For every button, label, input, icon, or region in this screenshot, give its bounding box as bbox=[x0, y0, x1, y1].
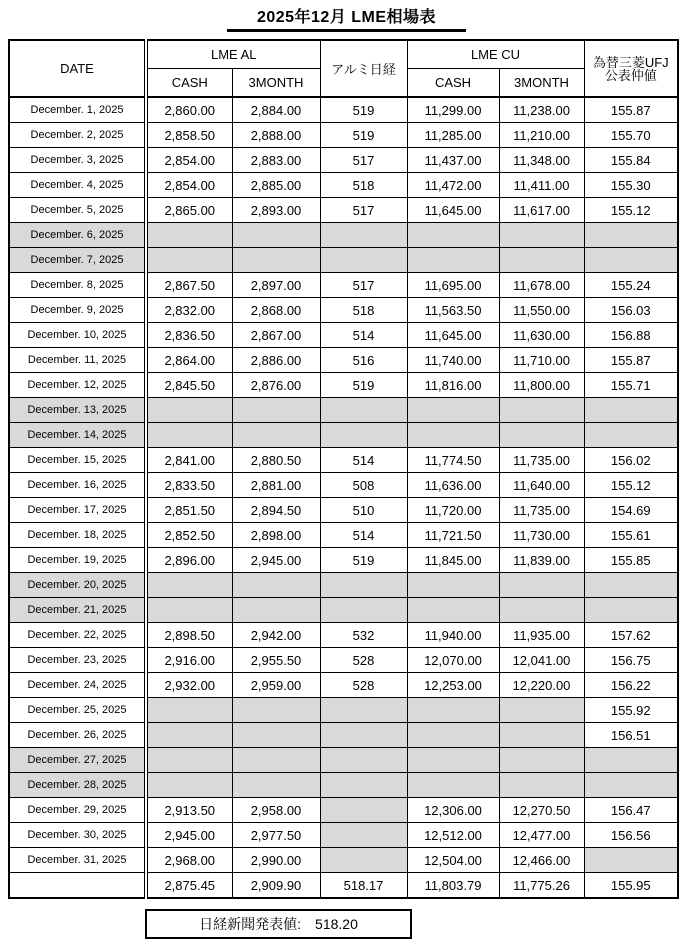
value-cell: 2,832.00 bbox=[146, 298, 232, 323]
value-cell: 2,860.00 bbox=[146, 97, 232, 123]
table-row bbox=[9, 748, 678, 773]
value-cell: 156.03 bbox=[584, 298, 678, 323]
fx-header-line2: 公表仲値 bbox=[604, 67, 657, 83]
table-row bbox=[9, 623, 678, 648]
value-cell bbox=[407, 423, 499, 448]
value-cell bbox=[232, 423, 320, 448]
value-cell bbox=[499, 598, 584, 623]
value-cell bbox=[320, 698, 407, 723]
date-cell: December. 30, 2025 bbox=[9, 823, 146, 848]
value-cell bbox=[499, 248, 584, 273]
value-cell: 155.84 bbox=[584, 148, 678, 173]
value-cell bbox=[232, 748, 320, 773]
value-cell bbox=[146, 223, 232, 248]
column-header-cu-cash: CASH bbox=[407, 69, 499, 98]
table-row bbox=[9, 423, 678, 448]
date-cell: December. 26, 2025 bbox=[9, 723, 146, 748]
value-cell bbox=[499, 698, 584, 723]
table-row bbox=[9, 648, 678, 673]
table-row bbox=[9, 373, 678, 398]
table-row bbox=[9, 673, 678, 698]
value-cell bbox=[320, 773, 407, 798]
value-cell: 2,896.00 bbox=[146, 548, 232, 573]
date-cell: December. 12, 2025 bbox=[9, 373, 146, 398]
date-cell: December. 18, 2025 bbox=[9, 523, 146, 548]
value-cell: 2,945.00 bbox=[232, 548, 320, 573]
value-cell: 2,851.50 bbox=[146, 498, 232, 523]
value-cell bbox=[146, 423, 232, 448]
date-cell: December. 7, 2025 bbox=[9, 248, 146, 273]
table-row bbox=[9, 548, 678, 573]
value-cell bbox=[499, 223, 584, 248]
value-cell bbox=[146, 748, 232, 773]
value-cell: 11,285.00 bbox=[407, 123, 499, 148]
column-header-al-3month: 3MONTH bbox=[232, 69, 320, 98]
date-cell: December. 22, 2025 bbox=[9, 623, 146, 648]
date-cell: December. 27, 2025 bbox=[9, 748, 146, 773]
value-cell: 514 bbox=[320, 323, 407, 348]
column-group-lme-cu: LME CU bbox=[407, 40, 584, 69]
value-cell: 11,735.00 bbox=[499, 498, 584, 523]
date-cell: December. 19, 2025 bbox=[9, 548, 146, 573]
value-cell bbox=[320, 573, 407, 598]
value-cell bbox=[499, 748, 584, 773]
value-cell: 2,886.00 bbox=[232, 348, 320, 373]
value-cell: 11,695.00 bbox=[407, 273, 499, 298]
date-cell: December. 16, 2025 bbox=[9, 473, 146, 498]
value-cell: 2,968.00 bbox=[146, 848, 232, 873]
value-cell: 2,845.50 bbox=[146, 373, 232, 398]
value-cell: 12,253.00 bbox=[407, 673, 499, 698]
date-cell: December. 3, 2025 bbox=[9, 148, 146, 173]
table-row bbox=[9, 348, 678, 373]
value-cell bbox=[146, 398, 232, 423]
value-cell bbox=[232, 698, 320, 723]
value-cell: 11,210.00 bbox=[499, 123, 584, 148]
value-cell: 2,959.00 bbox=[232, 673, 320, 698]
value-cell: 517 bbox=[320, 148, 407, 173]
value-cell bbox=[584, 598, 678, 623]
table-row bbox=[9, 398, 678, 423]
value-cell: 11,720.00 bbox=[407, 498, 499, 523]
value-cell bbox=[146, 698, 232, 723]
value-cell: 12,041.00 bbox=[499, 648, 584, 673]
value-cell: 2,880.50 bbox=[232, 448, 320, 473]
value-cell bbox=[584, 773, 678, 798]
value-cell bbox=[584, 398, 678, 423]
value-cell: 2,854.00 bbox=[146, 148, 232, 173]
date-cell: December. 28, 2025 bbox=[9, 773, 146, 798]
value-cell bbox=[407, 748, 499, 773]
date-cell: December. 31, 2025 bbox=[9, 848, 146, 873]
value-cell: 155.92 bbox=[584, 698, 678, 723]
value-cell: 2,833.50 bbox=[146, 473, 232, 498]
value-cell: 2,909.90 bbox=[232, 873, 320, 899]
table-row bbox=[9, 223, 678, 248]
table-row bbox=[9, 448, 678, 473]
value-cell bbox=[146, 573, 232, 598]
value-cell: 2,913.50 bbox=[146, 798, 232, 823]
date-cell: December. 29, 2025 bbox=[9, 798, 146, 823]
value-cell: 2,867.50 bbox=[146, 273, 232, 298]
value-cell: 514 bbox=[320, 523, 407, 548]
value-cell: 12,306.00 bbox=[407, 798, 499, 823]
summary-row bbox=[9, 873, 678, 899]
table-row bbox=[9, 573, 678, 598]
value-cell: 11,472.00 bbox=[407, 173, 499, 198]
value-cell: 2,885.00 bbox=[232, 173, 320, 198]
value-cell: 155.85 bbox=[584, 548, 678, 573]
value-cell: 12,270.50 bbox=[499, 798, 584, 823]
value-cell: 155.12 bbox=[584, 198, 678, 223]
value-cell: 11,636.00 bbox=[407, 473, 499, 498]
value-cell: 156.88 bbox=[584, 323, 678, 348]
table-row bbox=[9, 498, 678, 523]
value-cell: 518 bbox=[320, 173, 407, 198]
value-cell: 12,477.00 bbox=[499, 823, 584, 848]
value-cell: 11,775.26 bbox=[499, 873, 584, 899]
value-cell: 155.61 bbox=[584, 523, 678, 548]
value-cell bbox=[232, 598, 320, 623]
value-cell bbox=[146, 723, 232, 748]
value-cell: 155.87 bbox=[584, 97, 678, 123]
table-row bbox=[9, 823, 678, 848]
value-cell: 2,884.00 bbox=[232, 97, 320, 123]
value-cell: 2,990.00 bbox=[232, 848, 320, 873]
value-cell bbox=[407, 698, 499, 723]
value-cell: 2,932.00 bbox=[146, 673, 232, 698]
value-cell: 11,774.50 bbox=[407, 448, 499, 473]
value-cell: 156.47 bbox=[584, 798, 678, 823]
value-cell: 155.12 bbox=[584, 473, 678, 498]
value-cell: 11,437.00 bbox=[407, 148, 499, 173]
value-cell bbox=[320, 723, 407, 748]
nikkei-published-value: 518.20 bbox=[315, 916, 358, 932]
column-header-al-cash: CASH bbox=[146, 69, 232, 98]
value-cell: 517 bbox=[320, 198, 407, 223]
value-cell: 528 bbox=[320, 648, 407, 673]
value-cell: 2,942.00 bbox=[232, 623, 320, 648]
value-cell: 156.56 bbox=[584, 823, 678, 848]
value-cell: 12,466.00 bbox=[499, 848, 584, 873]
date-cell: December. 20, 2025 bbox=[9, 573, 146, 598]
value-cell: 155.70 bbox=[584, 123, 678, 148]
value-cell: 518.17 bbox=[320, 873, 407, 899]
value-cell: 2,876.00 bbox=[232, 373, 320, 398]
value-cell: 528 bbox=[320, 673, 407, 698]
value-cell: 12,070.00 bbox=[407, 648, 499, 673]
table-row bbox=[9, 798, 678, 823]
date-cell: December. 23, 2025 bbox=[9, 648, 146, 673]
value-cell: 11,940.00 bbox=[407, 623, 499, 648]
value-cell: 11,348.00 bbox=[499, 148, 584, 173]
date-cell: December. 17, 2025 bbox=[9, 498, 146, 523]
column-header-alumi-nikkei: アルミ日経 bbox=[320, 40, 407, 97]
value-cell: 517 bbox=[320, 273, 407, 298]
value-cell: 510 bbox=[320, 498, 407, 523]
date-cell: December. 24, 2025 bbox=[9, 673, 146, 698]
table-row bbox=[9, 298, 678, 323]
value-cell: 2,852.50 bbox=[146, 523, 232, 548]
table-row bbox=[9, 123, 678, 148]
value-cell: 508 bbox=[320, 473, 407, 498]
title-wrap bbox=[0, 0, 693, 34]
nikkei-published-value-label: 日経新聞発表値: bbox=[199, 916, 302, 932]
date-cell: December. 15, 2025 bbox=[9, 448, 146, 473]
value-cell: 2,867.00 bbox=[232, 323, 320, 348]
value-cell: 157.62 bbox=[584, 623, 678, 648]
value-cell: 2,836.50 bbox=[146, 323, 232, 348]
value-cell bbox=[232, 398, 320, 423]
value-cell: 518 bbox=[320, 298, 407, 323]
value-cell: 11,845.00 bbox=[407, 548, 499, 573]
date-cell: December. 25, 2025 bbox=[9, 698, 146, 723]
column-group-lme-al: LME AL bbox=[146, 40, 320, 69]
value-cell bbox=[407, 723, 499, 748]
table-row bbox=[9, 273, 678, 298]
value-cell bbox=[584, 223, 678, 248]
value-cell bbox=[232, 248, 320, 273]
value-cell: 156.75 bbox=[584, 648, 678, 673]
value-cell: 2,864.00 bbox=[146, 348, 232, 373]
value-cell: 2,898.50 bbox=[146, 623, 232, 648]
lme-price-table bbox=[8, 39, 679, 899]
value-cell: 156.51 bbox=[584, 723, 678, 748]
table-row bbox=[9, 323, 678, 348]
value-cell: 155.24 bbox=[584, 273, 678, 298]
value-cell: 519 bbox=[320, 373, 407, 398]
table-row bbox=[9, 698, 678, 723]
value-cell: 532 bbox=[320, 623, 407, 648]
table-row bbox=[9, 148, 678, 173]
value-cell bbox=[320, 248, 407, 273]
value-cell: 11,740.00 bbox=[407, 348, 499, 373]
value-cell: 11,411.00 bbox=[499, 173, 584, 198]
value-cell: 11,839.00 bbox=[499, 548, 584, 573]
value-cell: 155.71 bbox=[584, 373, 678, 398]
value-cell: 12,220.00 bbox=[499, 673, 584, 698]
value-cell: 2,898.00 bbox=[232, 523, 320, 548]
date-cell: December. 13, 2025 bbox=[9, 398, 146, 423]
value-cell bbox=[232, 573, 320, 598]
value-cell: 156.22 bbox=[584, 673, 678, 698]
table-header bbox=[9, 40, 678, 97]
value-cell: 2,888.00 bbox=[232, 123, 320, 148]
value-cell: 11,721.50 bbox=[407, 523, 499, 548]
value-cell: 2,841.00 bbox=[146, 448, 232, 473]
value-cell: 11,645.00 bbox=[407, 323, 499, 348]
value-cell: 155.87 bbox=[584, 348, 678, 373]
fx-header-line1: 為替三菱UFJ bbox=[592, 54, 669, 70]
table-body bbox=[9, 97, 678, 898]
value-cell: 11,935.00 bbox=[499, 623, 584, 648]
value-cell bbox=[584, 848, 678, 873]
table-row bbox=[9, 598, 678, 623]
value-cell: 11,730.00 bbox=[499, 523, 584, 548]
value-cell bbox=[584, 423, 678, 448]
value-cell: 514 bbox=[320, 448, 407, 473]
value-cell bbox=[232, 723, 320, 748]
date-cell bbox=[9, 873, 146, 899]
value-cell bbox=[232, 223, 320, 248]
value-cell bbox=[320, 223, 407, 248]
date-cell: December. 8, 2025 bbox=[9, 273, 146, 298]
value-cell bbox=[320, 398, 407, 423]
column-header-fx bbox=[584, 40, 678, 97]
value-cell: 12,504.00 bbox=[407, 848, 499, 873]
value-cell bbox=[320, 423, 407, 448]
value-cell bbox=[232, 773, 320, 798]
value-cell bbox=[584, 748, 678, 773]
value-cell: 11,678.00 bbox=[499, 273, 584, 298]
value-cell: 11,563.50 bbox=[407, 298, 499, 323]
value-cell: 2,958.00 bbox=[232, 798, 320, 823]
value-cell bbox=[499, 423, 584, 448]
value-cell bbox=[407, 248, 499, 273]
value-cell: 2,854.00 bbox=[146, 173, 232, 198]
date-cell: December. 1, 2025 bbox=[9, 97, 146, 123]
table-row bbox=[9, 848, 678, 873]
table-row bbox=[9, 248, 678, 273]
value-cell: 2,977.50 bbox=[232, 823, 320, 848]
value-cell: 11,299.00 bbox=[407, 97, 499, 123]
value-cell: 519 bbox=[320, 123, 407, 148]
value-cell: 2,916.00 bbox=[146, 648, 232, 673]
value-cell: 155.95 bbox=[584, 873, 678, 899]
value-cell: 2,875.45 bbox=[146, 873, 232, 899]
date-cell: December. 9, 2025 bbox=[9, 298, 146, 323]
value-cell bbox=[146, 248, 232, 273]
date-cell: December. 4, 2025 bbox=[9, 173, 146, 198]
table-row bbox=[9, 773, 678, 798]
value-cell: 11,816.00 bbox=[407, 373, 499, 398]
value-cell: 11,238.00 bbox=[499, 97, 584, 123]
value-cell: 2,945.00 bbox=[146, 823, 232, 848]
value-cell: 11,630.00 bbox=[499, 323, 584, 348]
value-cell: 11,645.00 bbox=[407, 198, 499, 223]
value-cell bbox=[320, 798, 407, 823]
value-cell: 2,883.00 bbox=[232, 148, 320, 173]
value-cell: 2,897.00 bbox=[232, 273, 320, 298]
value-cell bbox=[146, 773, 232, 798]
value-cell: 155.30 bbox=[584, 173, 678, 198]
value-cell bbox=[584, 573, 678, 598]
table-row bbox=[9, 198, 678, 223]
value-cell bbox=[499, 723, 584, 748]
value-cell bbox=[407, 223, 499, 248]
date-cell: December. 14, 2025 bbox=[9, 423, 146, 448]
value-cell: 11,640.00 bbox=[499, 473, 584, 498]
date-cell: December. 11, 2025 bbox=[9, 348, 146, 373]
value-cell bbox=[320, 848, 407, 873]
table-row bbox=[9, 723, 678, 748]
value-cell: 12,512.00 bbox=[407, 823, 499, 848]
date-cell: December. 6, 2025 bbox=[9, 223, 146, 248]
value-cell: 2,955.50 bbox=[232, 648, 320, 673]
value-cell: 519 bbox=[320, 548, 407, 573]
value-cell: 2,868.00 bbox=[232, 298, 320, 323]
value-cell: 519 bbox=[320, 97, 407, 123]
column-header-cu-3month: 3MONTH bbox=[499, 69, 584, 98]
value-cell bbox=[499, 573, 584, 598]
column-header-date: DATE bbox=[9, 40, 146, 97]
date-cell: December. 5, 2025 bbox=[9, 198, 146, 223]
value-cell: 11,800.00 bbox=[499, 373, 584, 398]
value-cell bbox=[320, 598, 407, 623]
value-cell: 11,710.00 bbox=[499, 348, 584, 373]
value-cell bbox=[407, 398, 499, 423]
value-cell: 154.69 bbox=[584, 498, 678, 523]
value-cell bbox=[584, 248, 678, 273]
date-cell: December. 21, 2025 bbox=[9, 598, 146, 623]
table-row bbox=[9, 173, 678, 198]
value-cell: 11,803.79 bbox=[407, 873, 499, 899]
value-cell: 2,893.00 bbox=[232, 198, 320, 223]
value-cell: 11,617.00 bbox=[499, 198, 584, 223]
value-cell: 516 bbox=[320, 348, 407, 373]
date-cell: December. 2, 2025 bbox=[9, 123, 146, 148]
value-cell bbox=[320, 748, 407, 773]
value-cell: 2,881.00 bbox=[232, 473, 320, 498]
table-row bbox=[9, 523, 678, 548]
page-title: 2025年12月 LME相場表 bbox=[227, 4, 466, 32]
date-cell: December. 10, 2025 bbox=[9, 323, 146, 348]
value-cell bbox=[407, 598, 499, 623]
value-cell bbox=[499, 773, 584, 798]
value-cell: 2,858.50 bbox=[146, 123, 232, 148]
value-cell bbox=[499, 398, 584, 423]
value-cell: 2,894.50 bbox=[232, 498, 320, 523]
nikkei-published-value-box bbox=[145, 909, 412, 939]
table-row bbox=[9, 473, 678, 498]
value-cell: 2,865.00 bbox=[146, 198, 232, 223]
value-cell: 11,550.00 bbox=[499, 298, 584, 323]
value-cell bbox=[146, 598, 232, 623]
value-cell: 156.02 bbox=[584, 448, 678, 473]
value-cell bbox=[407, 773, 499, 798]
value-cell bbox=[407, 573, 499, 598]
table-row bbox=[9, 97, 678, 123]
value-cell bbox=[320, 823, 407, 848]
value-cell: 11,735.00 bbox=[499, 448, 584, 473]
